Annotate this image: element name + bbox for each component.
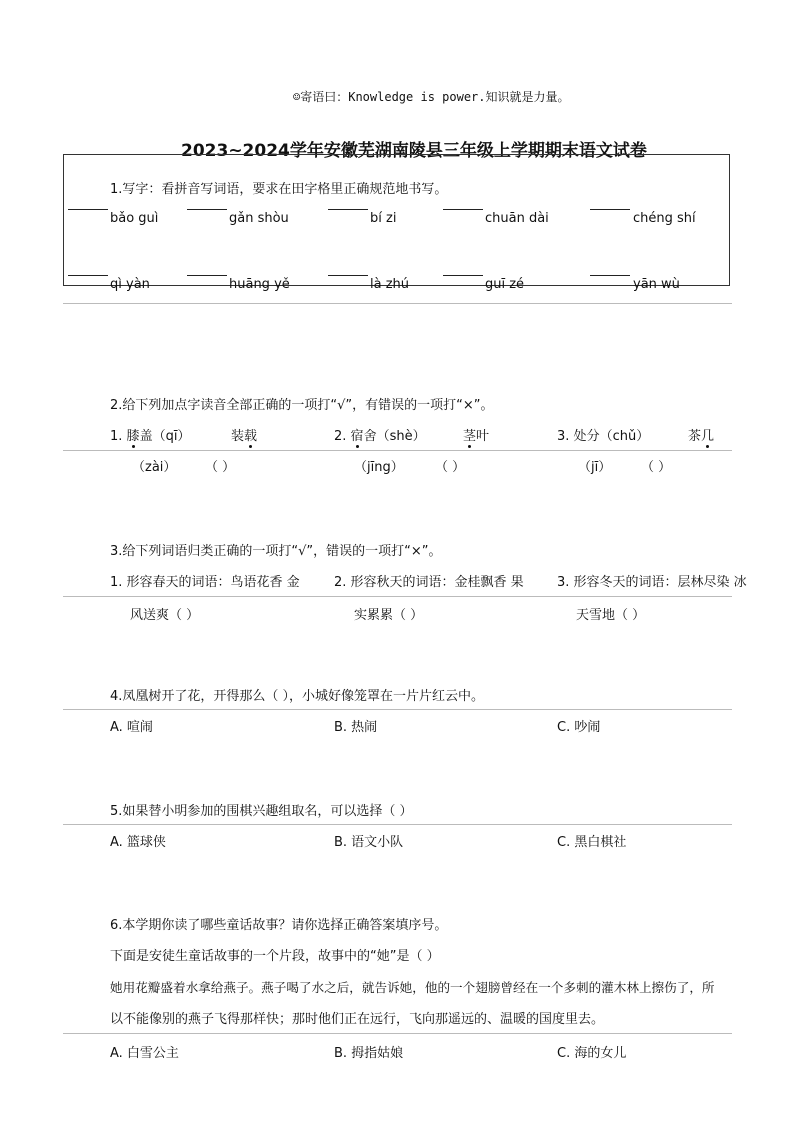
- word-reading: 盖（qī）: [139, 429, 191, 444]
- divider: [63, 303, 732, 304]
- question-6-subprompt: 下面是安徒生童话故事的一个片段，故事中的“她”是（ ）: [110, 949, 440, 964]
- pinyin: chuān dài: [485, 211, 549, 226]
- divider: [63, 824, 732, 825]
- answer-paren[interactable]: （ ）: [205, 460, 236, 475]
- question-3-item-2[interactable]: 2. 形容秋天的词语：金桂飘香 果: [334, 575, 524, 590]
- question-2-item-1[interactable]: [110, 425, 190, 444]
- char: 处: [573, 429, 587, 444]
- question-3-prompt: 3.给下列词语归类正确的一项打“√”，错误的一项打“×”。: [110, 544, 442, 559]
- dotted-char: 宿: [351, 425, 364, 444]
- option-a[interactable]: A. 喧闹: [110, 720, 153, 735]
- question-3-item-1-cont: 风送爽（ ）: [130, 608, 200, 623]
- pinyin: chéng shí: [633, 211, 696, 226]
- dotted-char: 载: [244, 425, 257, 444]
- question-4-prompt: 4.凤凰树开了花，开得那么（ ），小城好像笼罩在一片片红云中。: [110, 689, 485, 704]
- answer-paren[interactable]: （ ）: [435, 460, 466, 475]
- page-title: 2023~2024学年安徽芜湖南陵县三年级上学期期末语文试卷: [181, 141, 647, 161]
- option-c[interactable]: C. 吵闹: [557, 720, 601, 735]
- pinyin: bǎo guì: [110, 211, 159, 226]
- char: 叶: [476, 429, 490, 444]
- answer-blank[interactable]: [68, 209, 108, 210]
- answer-paren[interactable]: （ ）: [641, 460, 672, 475]
- question-1-prompt: 1.写字：看拼音写词语，要求在田字格里正确规范地书写。: [110, 182, 448, 197]
- question-2-prompt: 2.给下列加点字读音全部正确的一项打“√”，有错误的一项打“×”。: [110, 398, 494, 413]
- motto: ☺寄语曰：Knowledge is power.知识就是力量。: [293, 90, 570, 104]
- passage-line-2: 以不能像别的燕子飞得那样快；那时他们正在远行，飞向那遥远的、温暖的国度里去。: [110, 1012, 605, 1027]
- reading: （jī）: [578, 460, 612, 475]
- answer-blank[interactable]: [443, 275, 483, 276]
- option-b[interactable]: B. 语文小队: [334, 835, 404, 850]
- question-2-item-3[interactable]: [557, 425, 649, 444]
- pinyin: gǎn shòu: [229, 211, 289, 226]
- question-1-box: [63, 154, 730, 286]
- answer-blank[interactable]: [590, 209, 630, 210]
- answer-blank[interactable]: [187, 209, 227, 210]
- reading: （zài）: [132, 460, 177, 475]
- char: 装: [231, 429, 245, 444]
- divider: [63, 596, 732, 597]
- reading: （jīng）: [354, 460, 404, 475]
- pinyin: qì yàn: [110, 277, 150, 292]
- question-3-item-1[interactable]: 1. 形容春天的词语：鸟语花香 金: [110, 575, 300, 590]
- divider: [63, 450, 732, 451]
- option-b[interactable]: B. 热闹: [334, 720, 378, 735]
- char: 茶: [688, 429, 702, 444]
- dotted-char: 茎: [463, 425, 476, 444]
- divider: [63, 709, 732, 710]
- item-number: 3.: [557, 429, 570, 444]
- answer-blank[interactable]: [443, 209, 483, 210]
- question-5-prompt: 5.如果替小明参加的围棋兴趣组取名，可以选择（ ）: [110, 804, 413, 819]
- answer-blank[interactable]: [328, 209, 368, 210]
- pinyin: guī zé: [485, 277, 525, 292]
- question-2-word-2: [231, 425, 257, 444]
- word-reading: 舍（shè）: [363, 429, 426, 444]
- option-c[interactable]: C. 黑白棋社: [557, 835, 627, 850]
- divider: [63, 1033, 732, 1034]
- item-number: 1.: [110, 429, 123, 444]
- question-2-word-2: [463, 425, 489, 444]
- question-3-item-3-cont: 天雪地（ ）: [576, 608, 646, 623]
- option-a[interactable]: A. 篮球侠: [110, 835, 166, 850]
- answer-blank[interactable]: [187, 275, 227, 276]
- answer-blank[interactable]: [328, 275, 368, 276]
- question-2-item-2[interactable]: [334, 425, 426, 444]
- item-number: 2.: [334, 429, 347, 444]
- pinyin: huāng yě: [229, 277, 290, 292]
- dotted-char: 几: [701, 425, 714, 444]
- pinyin: là zhú: [370, 277, 410, 292]
- pinyin: bí zi: [370, 211, 397, 226]
- question-3-item-3[interactable]: 3. 形容冬天的词语：层林尽染 冰: [557, 575, 747, 590]
- dotted-char: 膝: [127, 425, 140, 444]
- answer-blank[interactable]: [590, 275, 630, 276]
- question-2-word-2: [688, 425, 714, 444]
- passage-line-1: 她用花瓣盛着水拿给燕子。燕子喝了水之后，就告诉她，他的一个翅膀曾经在一个多刺的灌木林上擦伤了，所: [110, 980, 715, 995]
- pinyin: yān wù: [633, 277, 680, 292]
- question-3-item-2-cont: 实累累（ ）: [354, 608, 424, 623]
- answer-blank[interactable]: [68, 275, 108, 276]
- question-6-prompt: 6.本学期你读了哪些童话故事？请你选择正确答案填序号。: [110, 918, 448, 933]
- option-b[interactable]: B. 拇指姑娘: [334, 1046, 404, 1061]
- option-a[interactable]: A. 白雪公主: [110, 1046, 179, 1061]
- word-reading: 分（chǔ）: [586, 429, 650, 444]
- option-c[interactable]: C. 海的女儿: [557, 1046, 627, 1061]
